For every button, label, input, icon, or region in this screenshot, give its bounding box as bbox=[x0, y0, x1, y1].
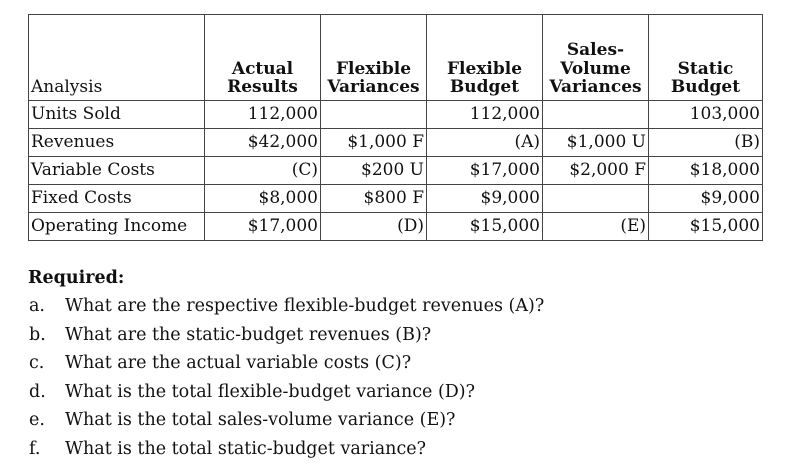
table-cell: $2,000 F bbox=[543, 157, 649, 185]
table-cell: $18,000 bbox=[649, 157, 763, 185]
question-text: What is the total static-budget variance? bbox=[65, 438, 426, 459]
question-item bbox=[28, 321, 544, 350]
table-row bbox=[29, 185, 763, 213]
question-text: What is the total flexible-budget variance (D)? bbox=[65, 381, 476, 402]
table-cell: (D) bbox=[321, 213, 427, 241]
table-cell bbox=[321, 101, 427, 129]
required-section bbox=[28, 268, 544, 463]
header-actual-results: Actual Results bbox=[205, 15, 321, 101]
header-flexible-variances: Flexible Variances bbox=[321, 15, 427, 101]
question-item bbox=[28, 349, 544, 378]
row-label: Revenues bbox=[29, 129, 205, 157]
question-letter: e. bbox=[29, 410, 45, 431]
table-row bbox=[29, 129, 763, 157]
question-text: What is the total sales-volume variance (E)? bbox=[65, 410, 456, 431]
table-cell: $15,000 bbox=[427, 213, 543, 241]
table-cell: $800 F bbox=[321, 185, 427, 213]
question-letter: c. bbox=[29, 353, 45, 374]
question-item bbox=[28, 435, 544, 464]
table-cell: $9,000 bbox=[427, 185, 543, 213]
table-cell: 112,000 bbox=[205, 101, 321, 129]
question-text: What are the static-budget revenues (B)? bbox=[65, 324, 432, 345]
table-cell: $200 U bbox=[321, 157, 427, 185]
table-cell: (E) bbox=[543, 213, 649, 241]
question-letter: d. bbox=[29, 381, 46, 402]
table-cell: $1,000 U bbox=[543, 129, 649, 157]
question-letter: b. bbox=[29, 324, 46, 345]
question-item bbox=[28, 292, 544, 321]
table-cell: $15,000 bbox=[649, 213, 763, 241]
budget-variance-table bbox=[28, 14, 763, 241]
question-item bbox=[28, 378, 544, 407]
table-header-row bbox=[29, 15, 763, 101]
header-flexible-budget: Flexible Budget bbox=[427, 15, 543, 101]
table-cell: (B) bbox=[649, 129, 763, 157]
question-letter: f. bbox=[29, 438, 41, 459]
table-cell: (C) bbox=[205, 157, 321, 185]
question-item bbox=[28, 406, 544, 435]
table-cell: $17,000 bbox=[205, 213, 321, 241]
table-row bbox=[29, 101, 763, 129]
table-row bbox=[29, 157, 763, 185]
table-cell bbox=[543, 185, 649, 213]
question-text: What are the respective flexible-budget revenues (A)? bbox=[65, 296, 545, 317]
table-cell: (A) bbox=[427, 129, 543, 157]
table-cell: 103,000 bbox=[649, 101, 763, 129]
question-letter: a. bbox=[29, 296, 45, 317]
row-label: Units Sold bbox=[29, 101, 205, 129]
table-row bbox=[29, 213, 763, 241]
required-heading: Required: bbox=[28, 268, 125, 288]
table-cell: $17,000 bbox=[427, 157, 543, 185]
header-static-budget: Static Budget bbox=[649, 15, 763, 101]
table-cell: $1,000 F bbox=[321, 129, 427, 157]
question-text: What are the actual variable costs (C)? bbox=[65, 353, 412, 374]
table-cell: 112,000 bbox=[427, 101, 543, 129]
row-label: Variable Costs bbox=[29, 157, 205, 185]
table-cell: $9,000 bbox=[649, 185, 763, 213]
table-cell bbox=[543, 101, 649, 129]
row-label: Operating Income bbox=[29, 213, 205, 241]
table-cell: $42,000 bbox=[205, 129, 321, 157]
row-label: Fixed Costs bbox=[29, 185, 205, 213]
table-cell: $8,000 bbox=[205, 185, 321, 213]
header-sales-volume-variances: Sales- Volume Variances bbox=[543, 15, 649, 101]
header-analysis: Analysis bbox=[29, 15, 205, 101]
